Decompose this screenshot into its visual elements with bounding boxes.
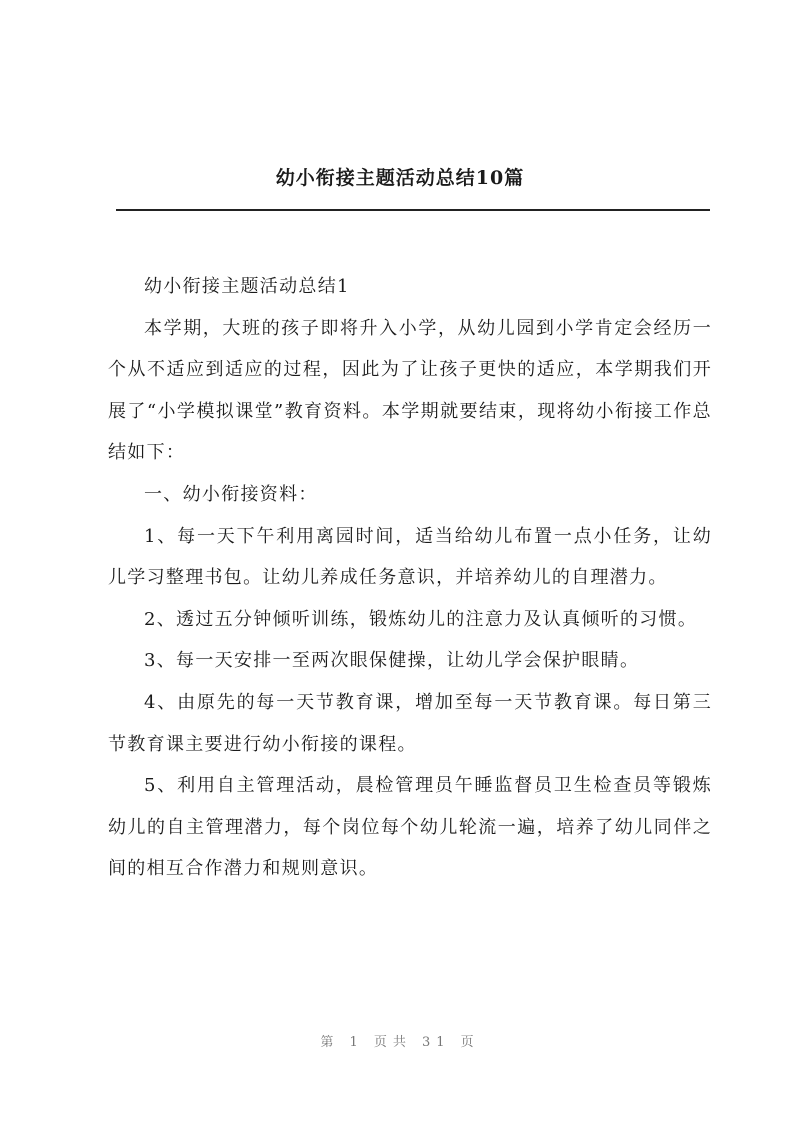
list-item-3: 3、每一天安排一至两次眼保健操，让幼儿学会保护眼睛。 (144, 650, 640, 672)
subsection-heading: 一、幼小衔接资料： (144, 483, 318, 505)
document-title: 幼小衔接主题活动总结10篇 (275, 167, 525, 189)
section-heading: 幼小衔接主题活动总结1 (144, 276, 350, 297)
title-divider (116, 209, 710, 211)
list-item-1: 1、每一天下午利用离园时间，适当给幼儿布置一点小任务，让幼儿学习整理书包。让幼儿养成任务意识，并培养幼儿的自理潜力。 (108, 525, 712, 589)
document-body (108, 266, 712, 890)
list-item-2: 2、透过五分钟倾听训练，锻炼幼儿的注意力及认真倾听的习惯。 (144, 608, 698, 630)
list-item-4: 4、由原先的每一天节教育课，增加至每一天节教育课。每日第三节教育课主要进行幼小衔接的课程。 (108, 691, 712, 755)
list-item-5: 5、利用自主管理活动，晨检管理员午睡监督员卫生检查员等锻炼幼儿的自主管理潜力，每个岗位每个幼儿轮流一遍，培养了幼儿同伴之间的相互合作潜力和规则意识。 (108, 775, 712, 880)
page-footer: 第 1 页共 31 页 (320, 1035, 480, 1050)
paragraph-intro: 本学期，大班的孩子即将升入小学，从幼儿园到小学肯定会经历一个从不适应到适应的过程，因此为了让孩子更快的适应，本学期我们开展了“小学模拟课堂”教育资料。本学期就要结束，现将幼小衔接工作总结如下： (108, 317, 712, 464)
